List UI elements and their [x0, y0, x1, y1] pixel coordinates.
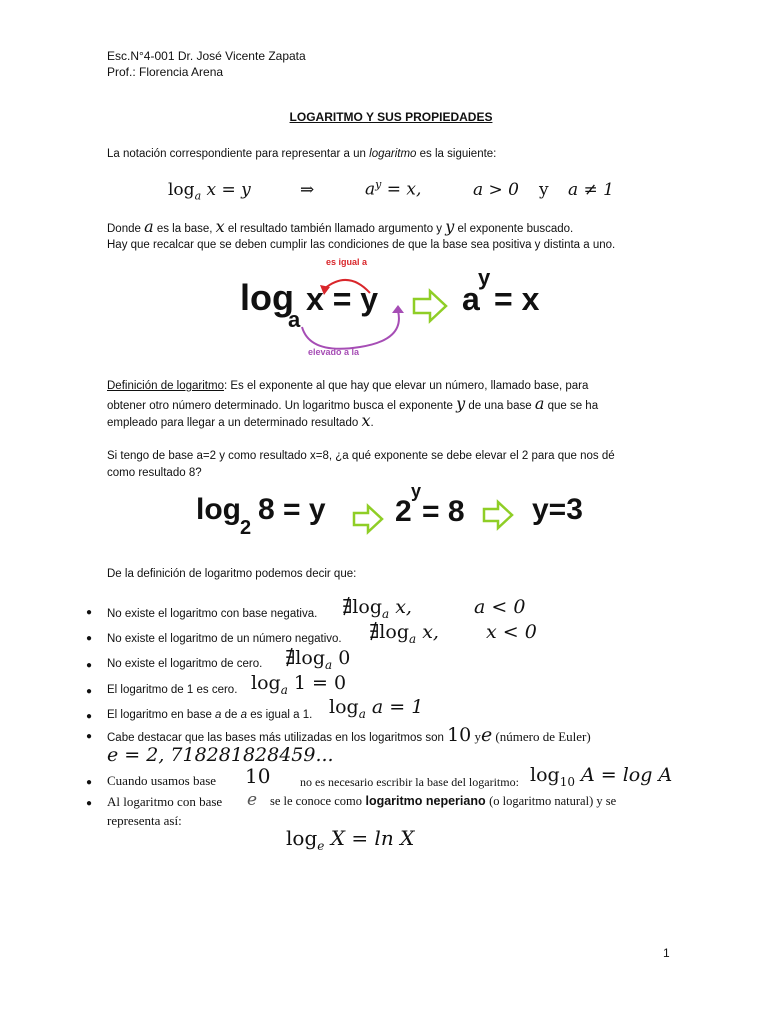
- bullet-text-2: No existe el logaritmo de un número negativo.: [107, 633, 342, 645]
- definition-line-2: obtener otro número determinado. Un logaritmo busca el exponente y de una base a que se ha: [107, 394, 599, 413]
- bases-text: Cabe destacar que las bases más utilizadas en los logaritmos son 10 ye (número de Euler): [107, 724, 591, 746]
- log-definition-formula: $\log_a x = y$: [168, 180, 251, 203]
- bullet-dot: ●: [86, 686, 93, 697]
- es-igual-a-label: es igual a: [326, 257, 368, 267]
- condition-not-one: a ≠ 1: [568, 180, 615, 200]
- ex-exp-y: y: [411, 481, 422, 501]
- bullet-dot: ●: [86, 711, 93, 722]
- ex-result: y=3: [532, 493, 583, 526]
- neper-text-1: Al logaritmo con base: [107, 794, 223, 809]
- school-name: Esc.N°4-001 Dr. José Vicente Zapata: [107, 49, 306, 63]
- implies-arrow: ⇒: [300, 180, 315, 200]
- bullet-dot: ●: [86, 798, 93, 809]
- ex-eight-eq-y: 8 = y: [258, 493, 326, 526]
- bullet-dot: ●: [86, 633, 93, 644]
- conditions-note: Hay que recalcar que se deben cumplir las condiciones de que la base sea positiva y distinta a uno.: [107, 239, 616, 251]
- bullet-math-3: $∄\log_a$ 0: [285, 647, 351, 672]
- bullet-dot: ●: [86, 731, 93, 742]
- ex-eq-eight: = 8: [422, 495, 465, 528]
- neper-e: e: [247, 790, 258, 810]
- bullet-text-3: No existe el logaritmo de cero.: [107, 658, 263, 670]
- bullet-text-5: El logaritmo en base a de a es igual a 1.: [107, 709, 313, 721]
- ex-log-word: log: [196, 493, 241, 526]
- base10-text-2: no es necesario escribir la base del logaritmo:: [300, 775, 519, 789]
- ex-two: 2: [395, 495, 412, 528]
- neper-formula: $\log_e X = \ln X$: [286, 826, 415, 853]
- bullet-math-5: $\log_a a = 1$: [329, 696, 424, 721]
- page-title: LOGARITMO Y SUS PROPIEDADES: [289, 110, 493, 124]
- bullet-math-4: $\log_a 1 = 0$: [251, 672, 347, 697]
- bullet-cond-1: a < 0: [474, 596, 526, 618]
- bullet-cond-2: x < 0: [486, 621, 537, 643]
- bullet-dot: ●: [86, 660, 93, 671]
- properties-intro: De la definición de logaritmo podemos decir que:: [107, 568, 357, 580]
- exp-formula: $a^y = x$,: [365, 178, 422, 200]
- professor-name: Prof.: Florencia Arena: [107, 65, 224, 79]
- x-eq-y: x = y: [306, 281, 379, 317]
- log-base-sub: a: [288, 307, 301, 332]
- base10-text-1: Cuando usamos base: [107, 773, 217, 788]
- bullet-math-2: $∄\log_a$ x,: [369, 621, 439, 646]
- question-line-2: como resultado 8?: [107, 467, 202, 479]
- log-word: log: [240, 277, 294, 318]
- definition-line-3: empleado para llegar a un determinado resultado x.: [107, 411, 374, 430]
- intro-text: La notación correspondiente para representar a un logaritmo es la siguiente:: [107, 148, 497, 160]
- neper-text-3: representa así:: [107, 813, 182, 828]
- ex-log-base: 2: [240, 517, 252, 539]
- base-a: a: [462, 281, 480, 317]
- exp-y: y: [478, 265, 491, 290]
- question-line-1: Si tengo de base a=2 y como resultado x=8, ¿a qué exponente se debe elevar el 2 para que nos dé: [107, 450, 615, 462]
- euler-value: e = 2, 718281828459...: [107, 744, 334, 766]
- example-diagram: [196, 481, 596, 545]
- condition-positive: a > 0: [473, 180, 520, 200]
- elevado-a-la-label: elevado a la: [308, 347, 360, 357]
- bullet-dot: ●: [86, 777, 93, 788]
- bullet-text-1: No existe el logaritmo con base negativa.: [107, 608, 318, 620]
- base10-ten: 10: [245, 764, 271, 788]
- where-line: Donde a es la base, x el resultado también llamado argumento y y el exponente buscado.: [107, 217, 574, 236]
- bullet-dot: ●: [86, 607, 93, 618]
- condition-and: y: [539, 180, 549, 200]
- base10-formula: $\log_{10} A = \log A$: [530, 764, 673, 789]
- log-diagram: [240, 255, 540, 360]
- neper-text-2: se le conoce como logaritmo neperiano (o logaritmo natural) y se: [270, 794, 617, 808]
- definition-line-1: Definición de logaritmo: Es el exponente al que hay que elevar un número, llamado base, para: [107, 380, 589, 392]
- bullet-math-1: $∄\log_a$ x,: [342, 596, 412, 621]
- eq-x: = x: [494, 281, 540, 317]
- bullet-text-4: El logaritmo de 1 es cero.: [107, 684, 238, 696]
- page-number: 1: [663, 946, 670, 960]
